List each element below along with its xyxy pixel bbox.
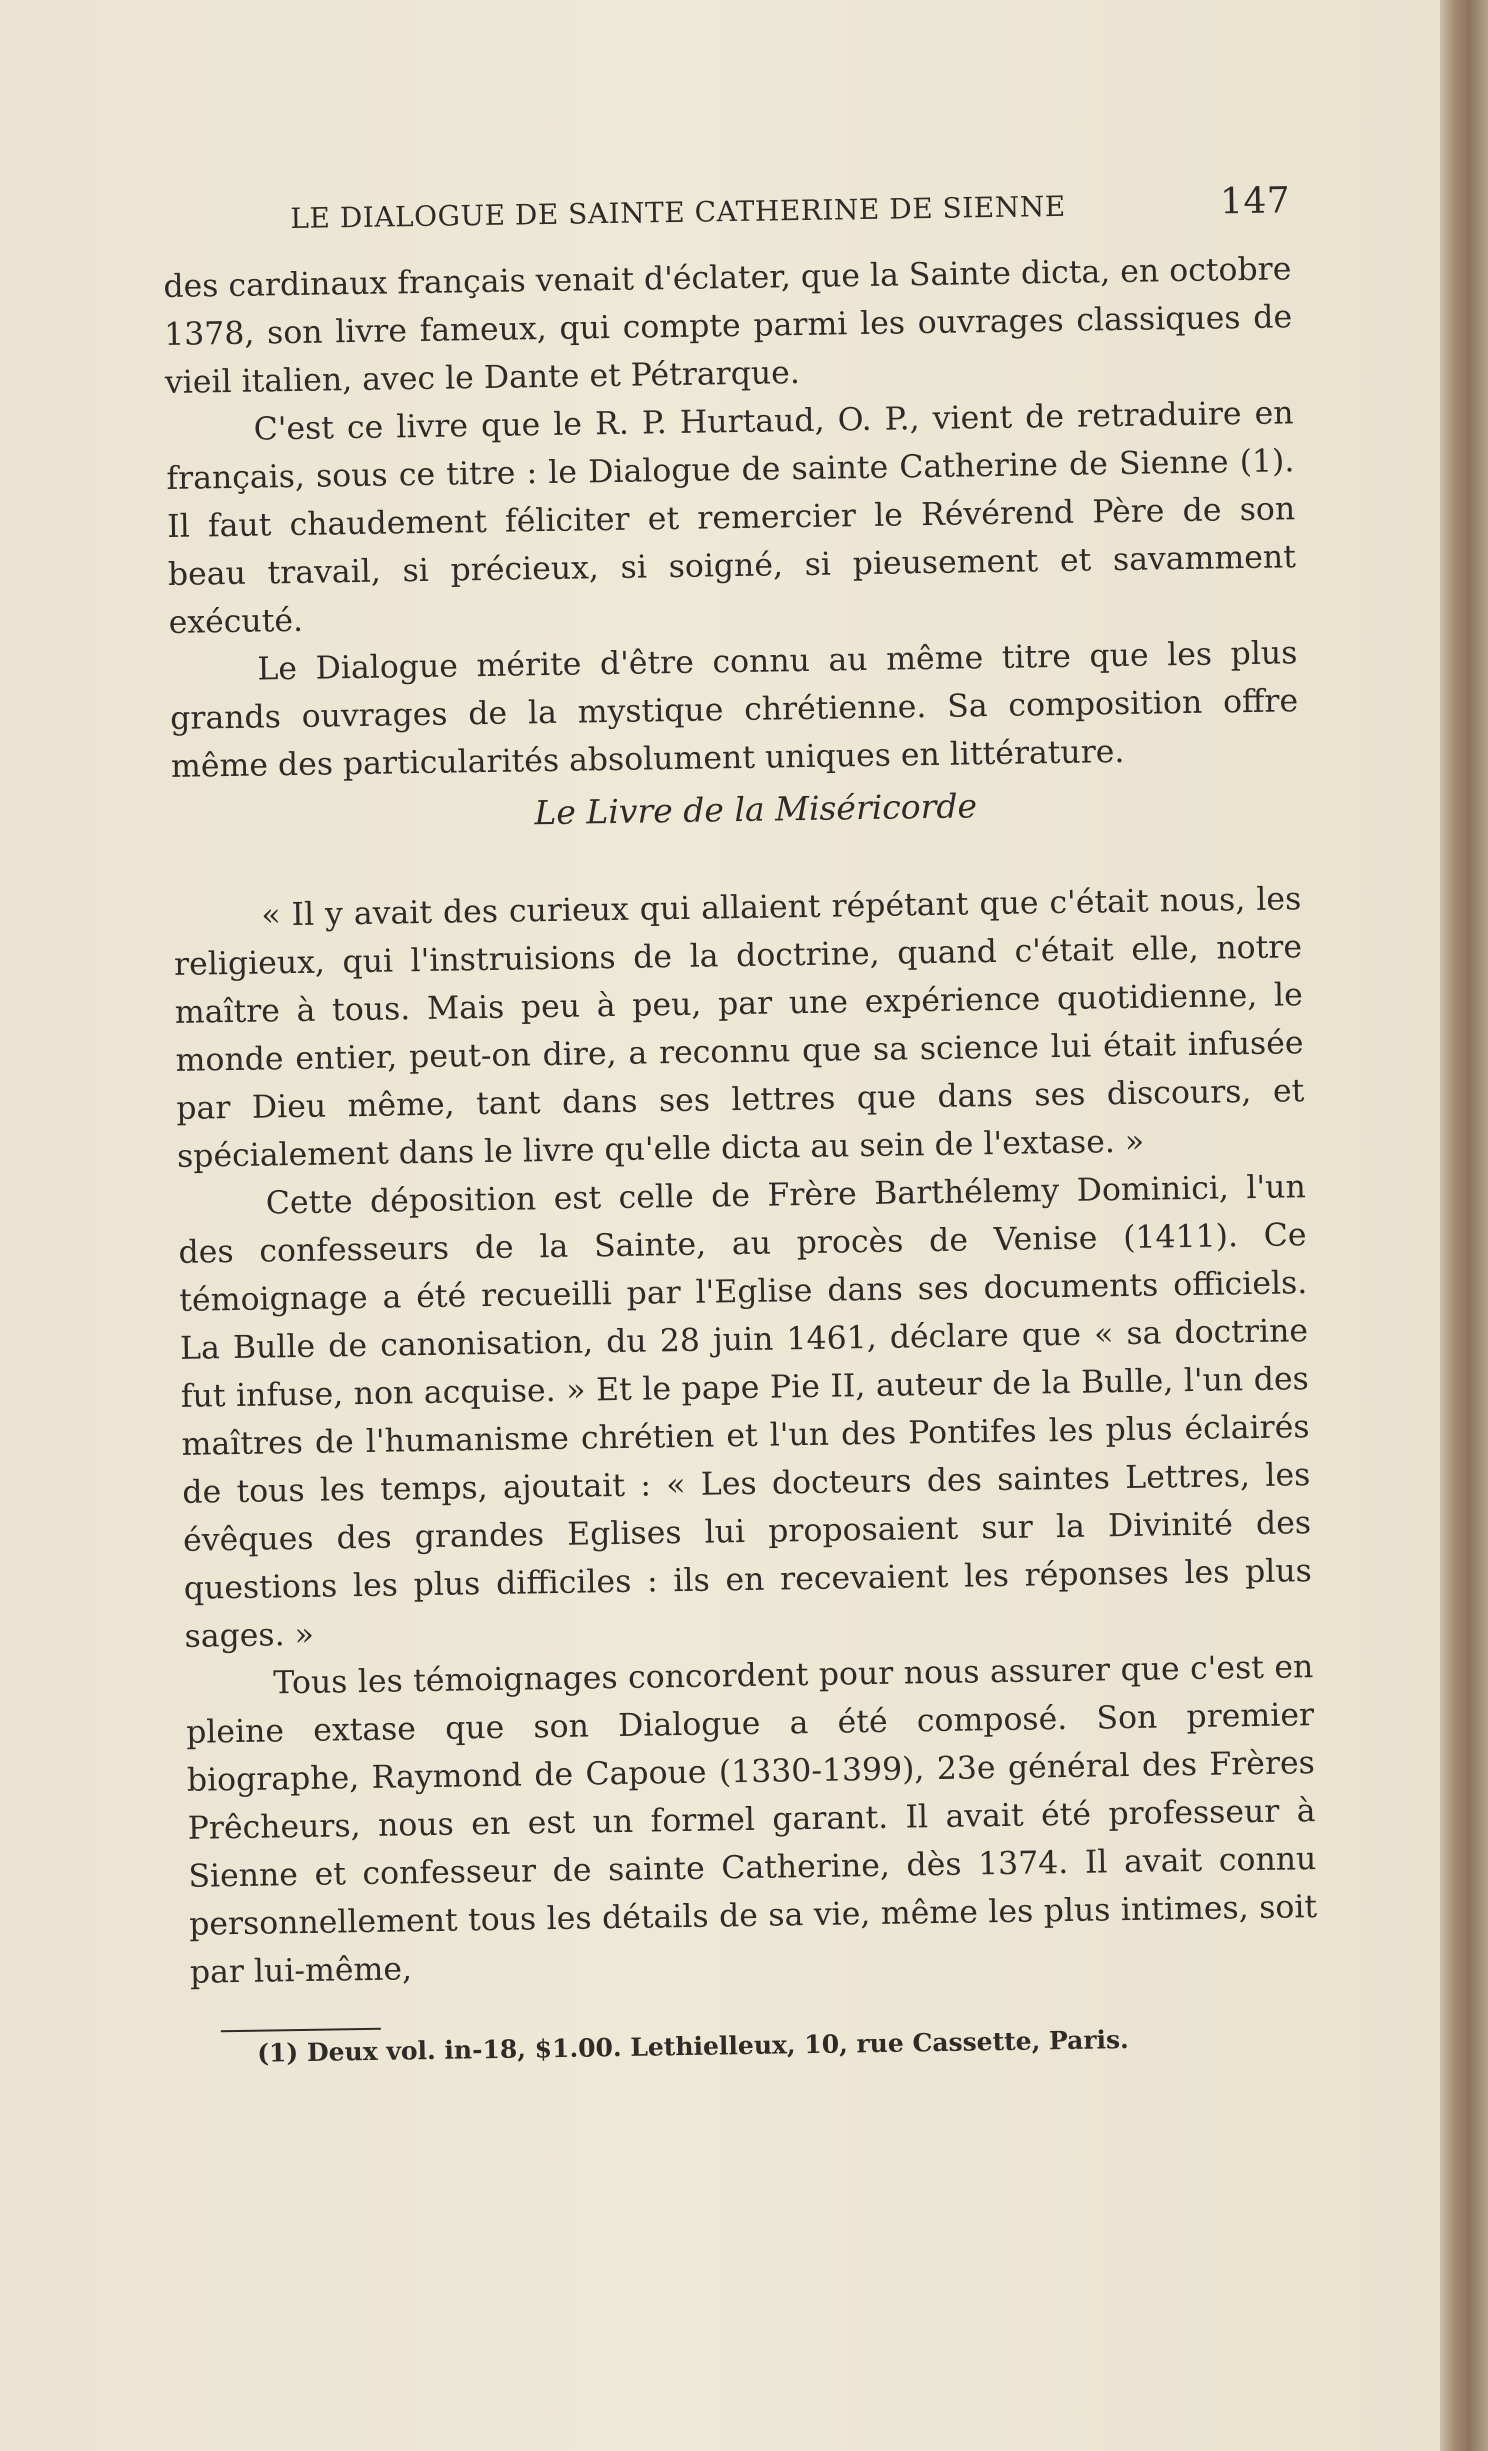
section-heading: Le Livre de la Miséricorde xyxy=(534,786,978,833)
page-edge xyxy=(1440,0,1488,2451)
paragraph: Cette déposition est celle de Frère Barthélemy Dominici, l'un des confesseurs de la Sainte, au procès de Venise (1411). Ce témoignage a été recueilli par l'Eglise dans ses documents officiels. La Bulle de canonisation, du 28 juin 1461, déclare que « sa doctrine fut infuse, non acquise. » Et le pape Pie II, auteur de la Bulle, l'un des maîtres de l'humanisme chrétien et l'un des Pontifes les plus éclairés de tous les temps, ajoutait : « Les docteurs des saintes Lettres, les évêques des grandes Eglises lui proposaient sur la Divinité des questions les plus difficiles : ils en recevaient les réponses les plus sages. » xyxy=(178,1169,1313,1655)
running-title: LE DIALOGUE DE SAINTE CATHERINE DE SIENNE xyxy=(290,189,1066,235)
paragraph: des cardinaux français venait d'éclater, que la Sainte dicta, en octobre 1378, son livre fameux, qui compte parmi les ouvrages classiques de vieil italien, avec le Dante et Pétrarque. xyxy=(163,251,1293,401)
page-text-block xyxy=(162,177,1319,2074)
footnote: (1) Deux vol. in-18, $1.00. Lethielleux, 10, rue Cassette, Paris. xyxy=(256,2025,1129,2068)
paragraph: C'est ce livre que le R. P. Hurtaud, O. P., vient de retraduire en français, sous ce titre : le Dialogue de sainte Catherine de Sienne (1). Il faut chaudement féliciter et remercier le Révérend Père de son beau travail, si précieux, si soigné, si pieusement et savamment exécuté. xyxy=(166,395,1297,641)
page-number: 147 xyxy=(1219,180,1291,223)
paragraph: Tous les témoignages concordent pour nous assurer que c'est en pleine extase que son Dialogue a été composé. Son premier biographe, Raymond de Capoue (1330-1399), 23e général des Frères Prêcheurs, nous en est un formel garant. Il avait été professeur à Sienne et confesseur de sainte Catherine, dès 1374. Il avait connu personnellement tous les détails de sa vie, même les plus intimes, soit par lui-même, xyxy=(185,1649,1318,1991)
quotation-paragraph: « Il y avait des curieux qui allaient répétant que c'était nous, les religieux, qui l'instruisions de la doctrine, quand c'était elle, notre maître à tous. Mais peu à peu, par une expérience quotidienne, le monde entier, peut-on dire, a reconnu que sa science lui était infusée par Dieu même, tant dans ses lettres que dans ses discours, et spécialement dans le livre qu'elle dicta au sein de l'extase. » xyxy=(173,881,1305,1175)
paragraph: Le Dialogue mérite d'être connu au même titre que les plus grands ouvrages de la mystique chrétienne. Sa composition offre même des particularités absolument uniques en littérature. xyxy=(169,635,1299,785)
